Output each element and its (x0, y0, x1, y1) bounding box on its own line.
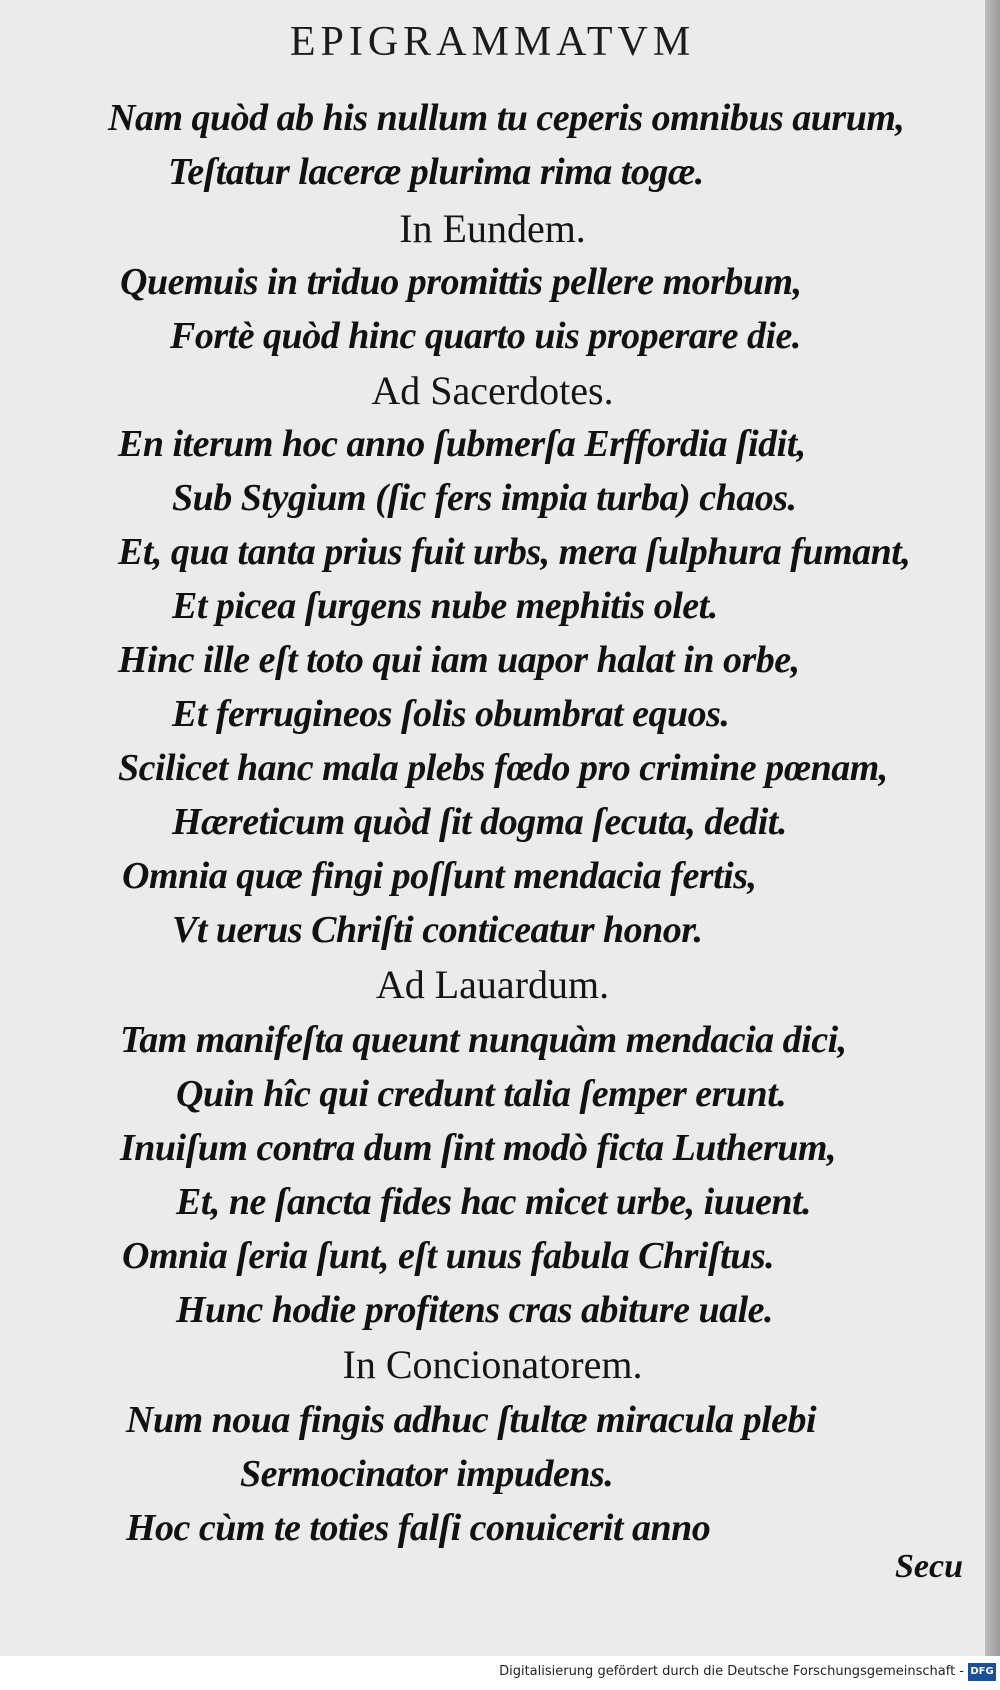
verse-line: Et picea ſurgens nube mephitis olet. (172, 585, 718, 627)
verse-line: En iterum hoc anno ſubmerſa Erffordia ſidit, (118, 423, 806, 465)
verse-line: Omnia ſeria ſunt, eſt unus fabula Chriſtus. (122, 1235, 775, 1277)
running-head: EPIGRAMMATVM (289, 19, 696, 65)
verse-line: Hunc hodie profitens cras abiture uale. (176, 1289, 773, 1331)
section-heading: Ad Sacerdotes. (371, 368, 614, 413)
verse-line: Et ferrugineos ſolis obumbrat equos. (172, 693, 730, 735)
verse-line: Vt uerus Chriſti conticeatur honor. (172, 909, 703, 951)
verse-line: Fortè quòd hinc quarto uis properare die. (170, 315, 801, 357)
section-heading: Ad Lauardum. (375, 962, 610, 1007)
verse-line: Teſtatur laceræ plurima rima togæ. (168, 151, 704, 193)
verse-line: Inuiſum contra dum ſint modò ficta Lutherum, (120, 1127, 836, 1169)
verse-line: Num noua fingis adhuc ſtultæ miracula plebi (126, 1399, 817, 1441)
section-heading: In Concionatorem. (342, 1342, 643, 1387)
verse-line: Sub Stygium (ſic fers impia turba) chaos. (172, 477, 797, 519)
verse-line: Tam manifeſta queunt nunquàm mendacia dici, (120, 1019, 847, 1061)
verse-line: Hinc ille eſt toto qui iam uapor halat in orbe, (118, 639, 800, 681)
catchword: Secu (895, 1548, 963, 1585)
page-edge (985, 0, 1000, 1690)
section-heading: In Eundem. (399, 206, 586, 251)
verse-line: Et, qua tanta prius fuit urbs, mera ſulphura fumant, (118, 531, 911, 573)
verse-line: Nam quòd ab his nullum tu ceperis omnibus aurum, (108, 97, 905, 139)
verse-line: Sermocinator impudens. (240, 1453, 614, 1495)
verse-line: Scilicet hanc mala plebs fœdo pro crimine pœnam, (118, 747, 888, 789)
verse-line: Hæreticum quòd ſit dogma ſecuta, dedit. (172, 801, 787, 843)
verse-line: Et, ne ſancta fides hac micet urbe, iuuent. (176, 1181, 812, 1223)
verse-line: Quin hîc qui credunt talia ſemper erunt. (176, 1073, 787, 1115)
dfg-logo: DFG (968, 1663, 996, 1681)
verse-line: Omnia quæ fingi poſſunt mendacia fertis, (122, 855, 757, 897)
verse-line: Hoc cùm te toties falſi conuicerit anno (126, 1507, 711, 1549)
verse-line: Quemuis in triduo promittis pellere morbum, (120, 261, 802, 303)
footer-credit: Digitalisierung gefördert durch die Deutsche Forschungsgemeinschaft - (499, 1664, 964, 1679)
